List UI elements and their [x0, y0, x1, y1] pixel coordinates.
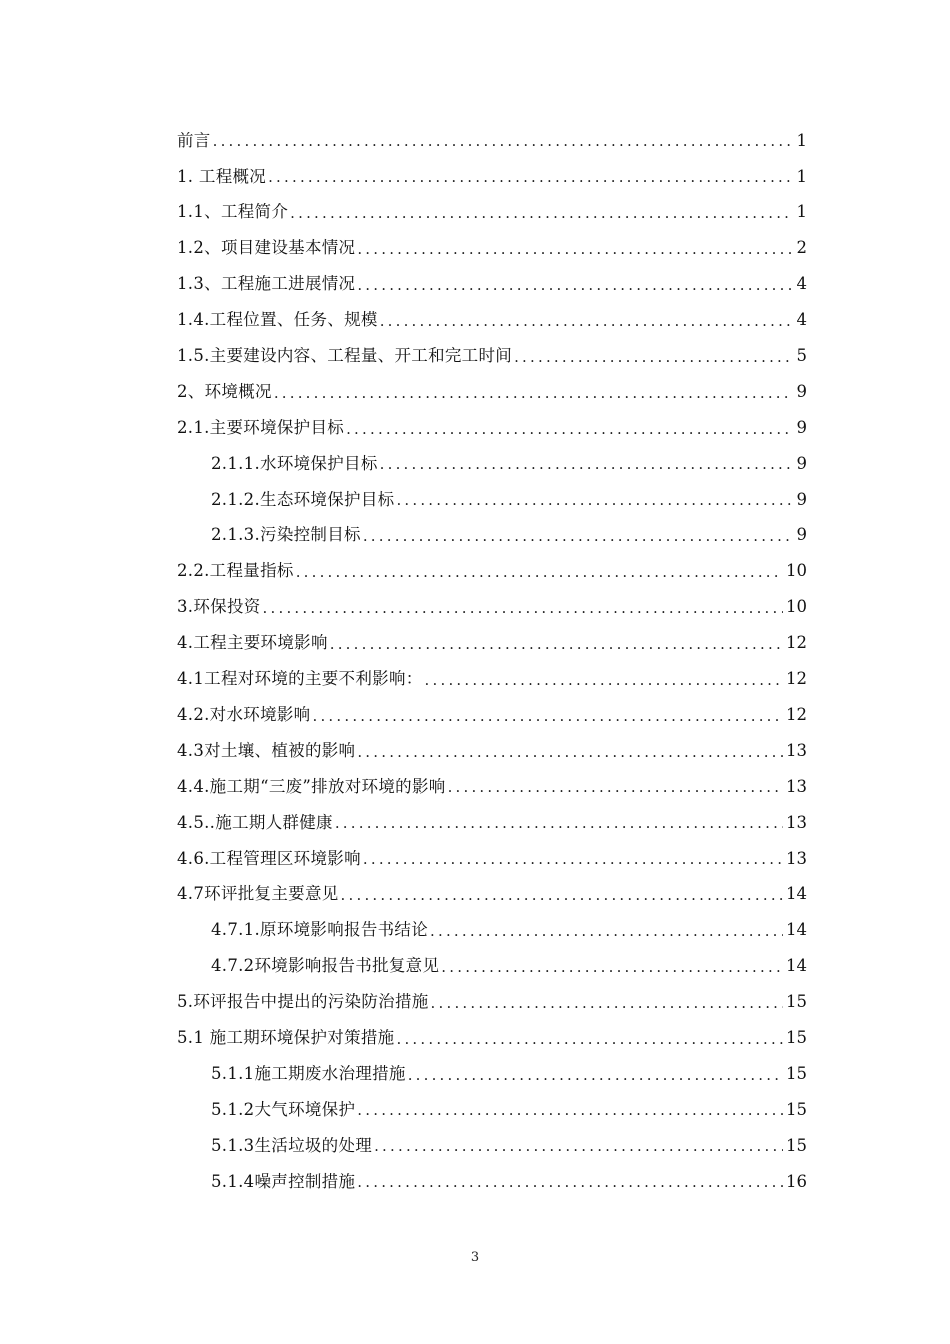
toc-dot-leader — [448, 780, 783, 795]
toc-dot-leader — [274, 386, 792, 401]
toc-entry[interactable] — [177, 769, 807, 805]
toc-entry[interactable] — [177, 590, 807, 626]
toc-entry-title: 1.4.工程位置、任务、规模 — [177, 310, 378, 330]
toc-entry-title: 5.1 施工期环境保护对策措施 — [177, 1027, 395, 1047]
toc-entry-page: 1 — [796, 166, 807, 186]
toc-entry[interactable] — [177, 1056, 807, 1092]
toc-entry-page: 15 — [786, 1099, 807, 1119]
toc-dot-leader — [357, 1103, 783, 1118]
toc-entry-title: 4.7环评批复主要意见 — [177, 884, 339, 904]
toc-entry-page: 13 — [786, 848, 807, 868]
toc-entry[interactable] — [177, 913, 807, 949]
toc-entry-title: 1. 工程概况 — [177, 166, 267, 186]
toc-entry-title: 1.3、工程施工进展情况 — [177, 274, 356, 294]
toc-entry-title: 2.1.主要环境保护目标 — [177, 417, 345, 437]
toc-entry-page: 14 — [786, 884, 807, 904]
toc-entry-page: 12 — [786, 633, 807, 653]
toc-entry-page: 10 — [786, 597, 807, 617]
toc-entry-page: 15 — [786, 992, 807, 1012]
toc-dot-leader — [363, 529, 792, 544]
toc-entry-title: 4.4.施工期“三废”排放对环境的影响 — [177, 776, 446, 796]
toc-entry[interactable] — [177, 841, 807, 877]
toc-dot-leader — [268, 170, 792, 185]
table-of-contents — [177, 123, 807, 1200]
toc-entry-page: 13 — [786, 812, 807, 832]
toc-entry-title: 5.环评报告中提出的污染防治措施 — [177, 992, 429, 1012]
toc-entry-title: 4.工程主要环境影响 — [177, 633, 328, 653]
toc-entry-title: 1.5.主要建设内容、工程量、开工和完工时间 — [177, 346, 513, 366]
toc-dot-leader — [290, 206, 792, 221]
toc-entry[interactable] — [177, 1092, 807, 1128]
toc-entry-page: 13 — [786, 776, 807, 796]
toc-entry-page: 10 — [786, 561, 807, 581]
toc-entry[interactable] — [177, 1020, 807, 1056]
toc-dot-leader — [357, 1175, 783, 1190]
toc-dot-leader — [380, 457, 792, 472]
toc-entry-title: 4.7.2环境影响报告书批复意见 — [211, 956, 440, 976]
toc-entry-page: 9 — [796, 417, 807, 437]
toc-entry-page: 14 — [786, 956, 807, 976]
toc-entry-page: 9 — [796, 525, 807, 545]
toc-entry[interactable] — [177, 697, 807, 733]
toc-dot-leader — [357, 745, 783, 760]
toc-entry[interactable] — [177, 267, 807, 303]
toc-dot-leader — [374, 1139, 783, 1154]
toc-dot-leader — [263, 601, 783, 616]
toc-entry-title: 5.1.3生活垃圾的处理 — [211, 1135, 373, 1155]
toc-entry[interactable] — [177, 1128, 807, 1164]
toc-dot-leader — [397, 1032, 784, 1047]
toc-entry-page: 15 — [786, 1135, 807, 1155]
toc-entry-title: 4.3对土壤、植被的影响 — [177, 740, 356, 760]
toc-entry-page: 9 — [796, 381, 807, 401]
toc-entry-page: 5 — [796, 346, 807, 366]
toc-entry-title: 5.1.1施工期废水治理措施 — [211, 1063, 406, 1083]
toc-entry[interactable] — [177, 302, 807, 338]
toc-dot-leader — [296, 565, 783, 580]
toc-entry[interactable] — [177, 482, 807, 518]
toc-entry-title: 2、环境概况 — [177, 381, 272, 401]
toc-entry-title: 1.2、项目建设基本情况 — [177, 238, 356, 258]
toc-entry-page: 12 — [786, 669, 807, 689]
toc-entry[interactable] — [177, 123, 807, 159]
toc-entry-title: 2.1.2.生态环境保护目标 — [211, 489, 395, 509]
toc-entry-title: 5.1.2大气环境保护 — [211, 1099, 356, 1119]
toc-entry-title: 1.1、工程简介 — [177, 202, 289, 222]
toc-entry-page: 4 — [796, 310, 807, 330]
toc-entry[interactable] — [177, 877, 807, 913]
toc-entry[interactable] — [177, 446, 807, 482]
toc-entry-title: 4.1工程对环境的主要不利影响： — [177, 669, 423, 689]
toc-dot-leader — [396, 493, 792, 508]
toc-entry[interactable] — [177, 518, 807, 554]
toc-entry-page: 14 — [786, 920, 807, 940]
toc-entry-page: 13 — [786, 740, 807, 760]
toc-dot-leader — [335, 816, 783, 831]
toc-entry[interactable] — [177, 338, 807, 374]
toc-entry-title: 4.6.工程管理区环境影响 — [177, 848, 361, 868]
toc-dot-leader — [346, 422, 792, 437]
toc-entry-page: 4 — [796, 274, 807, 294]
toc-dot-leader — [431, 996, 783, 1011]
toc-entry-title: 3.环保投资 — [177, 597, 261, 617]
toc-dot-leader — [313, 709, 784, 724]
toc-dot-leader — [330, 637, 783, 652]
toc-entry[interactable] — [177, 554, 807, 590]
toc-dot-leader — [514, 350, 792, 365]
toc-entry-page: 15 — [786, 1063, 807, 1083]
toc-dot-leader — [341, 888, 783, 903]
toc-entry-page: 1 — [796, 130, 807, 150]
toc-dot-leader — [441, 960, 783, 975]
toc-dot-leader — [430, 924, 783, 939]
toc-entry-title: 2.2.工程量指标 — [177, 561, 294, 581]
toc-entry-page: 12 — [786, 704, 807, 724]
toc-entry[interactable] — [177, 733, 807, 769]
toc-entry-title: 5.1.4噪声控制措施 — [211, 1171, 356, 1191]
toc-entry[interactable] — [177, 984, 807, 1020]
toc-entry-page: 9 — [796, 489, 807, 509]
toc-entry[interactable] — [177, 661, 807, 697]
toc-entry[interactable] — [177, 374, 807, 410]
toc-entry[interactable] — [177, 231, 807, 267]
toc-entry-page: 9 — [796, 453, 807, 473]
toc-entry-page: 16 — [786, 1171, 807, 1191]
toc-entry-title: 前言 — [177, 130, 211, 150]
toc-entry[interactable] — [177, 1164, 807, 1200]
toc-entry[interactable] — [177, 159, 807, 195]
toc-entry[interactable] — [177, 195, 807, 231]
toc-dot-leader — [363, 852, 783, 867]
toc-entry-title: 4.7.1.原环境影响报告书结论 — [211, 920, 429, 940]
toc-dot-leader — [357, 278, 792, 293]
toc-entry-page: 15 — [786, 1027, 807, 1047]
toc-entry[interactable] — [177, 805, 807, 841]
toc-entry-title: 2.1.1.水环境保护目标 — [211, 453, 378, 473]
toc-entry-title: 4.5..施工期人群健康 — [177, 812, 333, 832]
toc-entry-title: 2.1.3.污染控制目标 — [211, 525, 361, 545]
toc-entry-title: 4.2.对水环境影响 — [177, 704, 311, 724]
toc-entry[interactable] — [177, 948, 807, 984]
toc-entry[interactable] — [177, 625, 807, 661]
toc-entry-page: 2 — [796, 238, 807, 258]
toc-entry[interactable] — [177, 410, 807, 446]
toc-dot-leader — [357, 242, 792, 257]
page-number: 3 — [470, 1250, 480, 1265]
toc-entry-page: 1 — [796, 202, 807, 222]
toc-dot-leader — [380, 314, 792, 329]
toc-dot-leader — [213, 134, 792, 149]
toc-dot-leader — [408, 1068, 783, 1083]
toc-dot-leader — [425, 673, 783, 688]
